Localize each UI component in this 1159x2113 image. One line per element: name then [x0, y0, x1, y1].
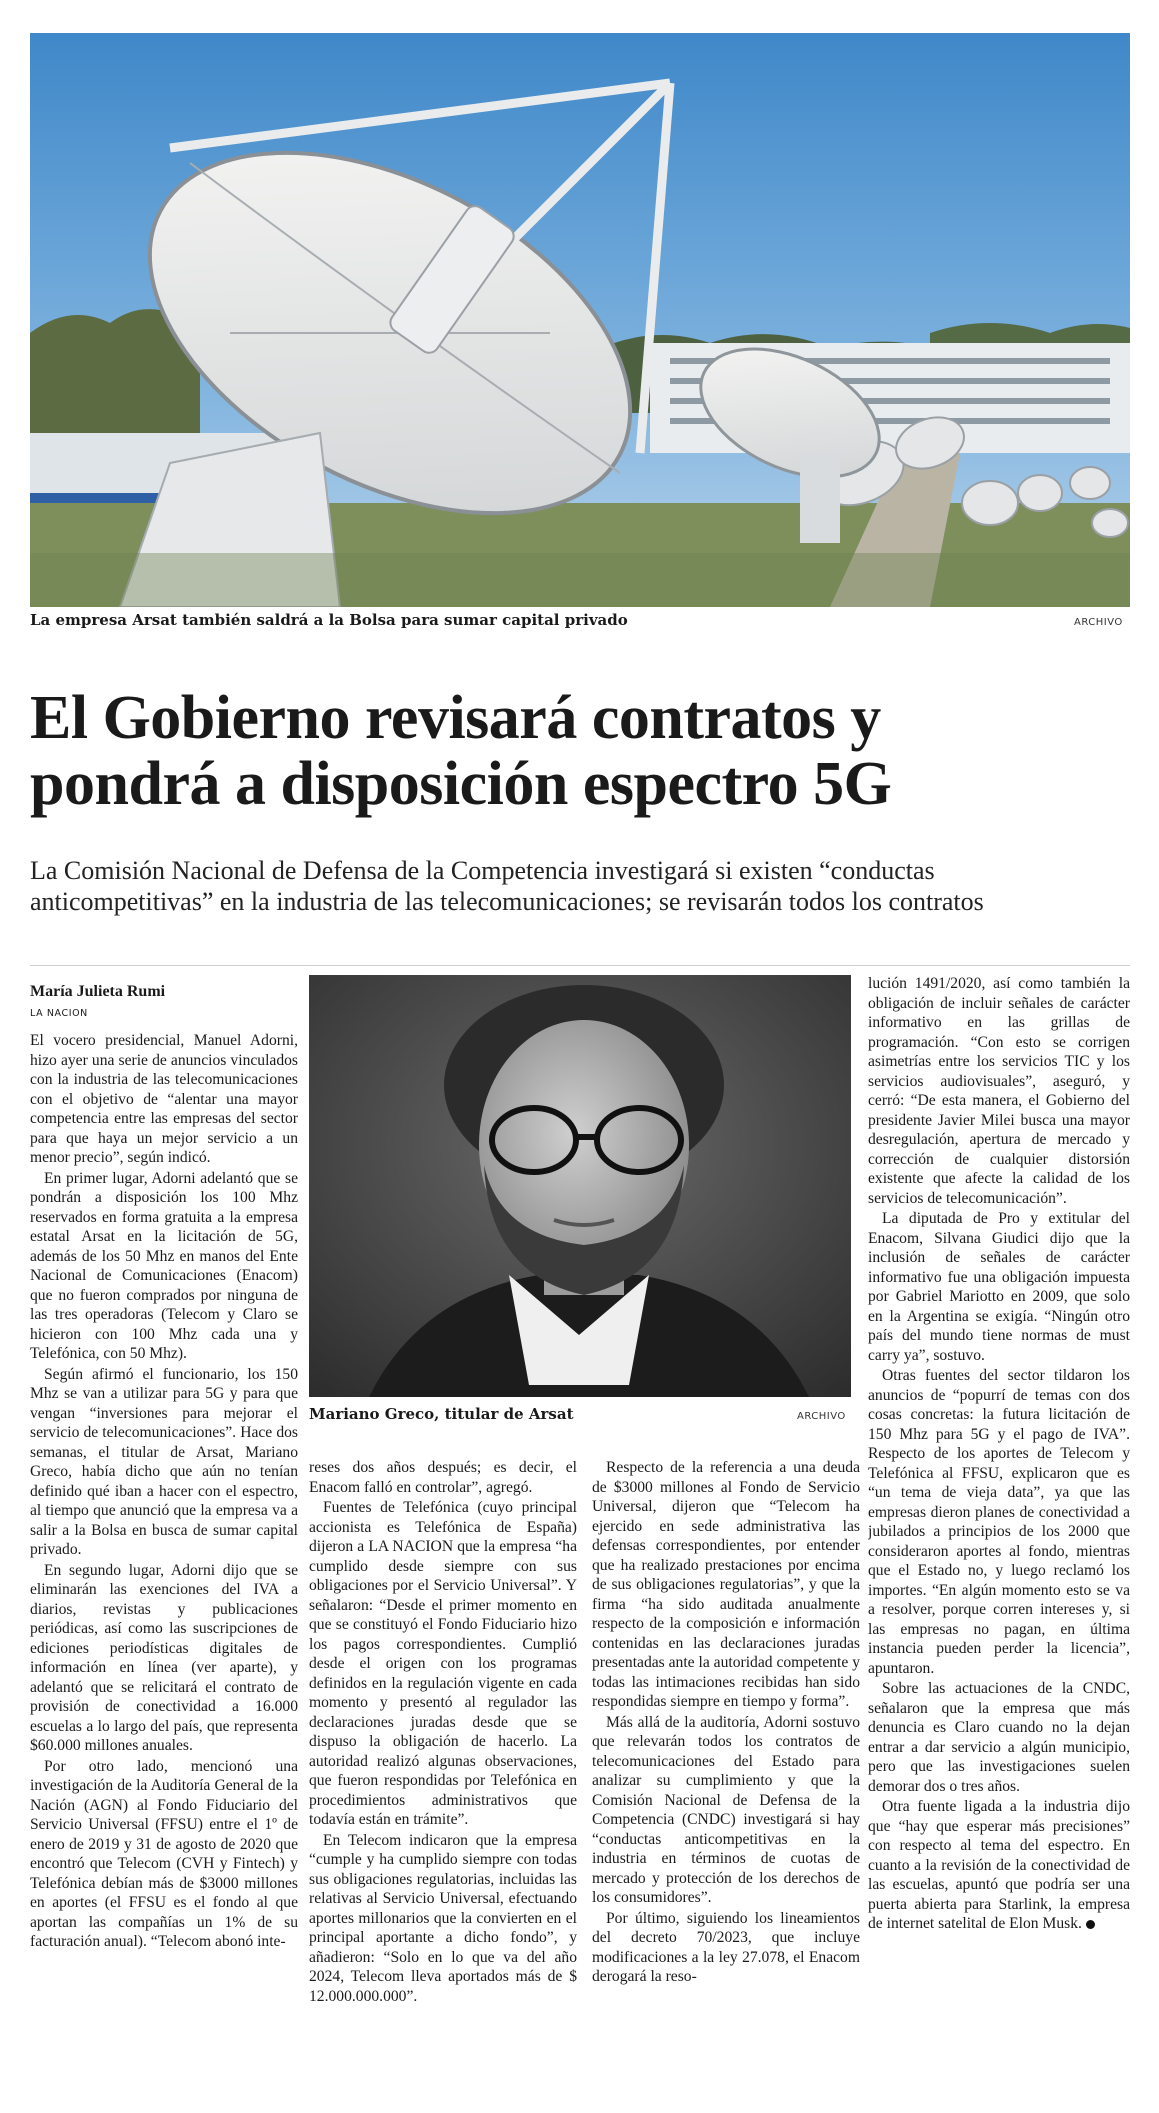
paragraph: Más allá de la auditoría, Adorni sostuvo que relevarán todos los contratos de telecomunicaciones del Estado para analizar su cumplimiento y que la Comisión Nacional de Defensa de la Competencia (CNDC) investigará si hay “conductas anticompetitivas en la industria en términos de cuotas de mercado y protección de los derechos de los consumidores”. [592, 1713, 860, 1906]
paragraph: La diputada de Pro y extitular del Enacom, Silvana Giudici dijo que la inclusión de señales de carácter informativo fue una obligación impuesta por Gabriel Mariotto en 2009, que solo en la Argentina se exigía. “Ningún otro país del mundo tiene normas de must carry ya”, sostuvo. [868, 1210, 1130, 1364]
headline-line-2: pondrá a disposición espectro 5G [30, 750, 892, 818]
paragraph: Según afirmó el funcionario, los 150 Mhz se van a utilizar para 5G y para que vengan “inversiones para mejorar el servicio de telecomunicaciones”. Hace dos semanas, el titular de Arsat, Mariano Greco, había dicho que aún no tenían definido qué iban a hacer con el espectro, al tiempo que anunció que la empresa va a salir a la Bolsa en busca de sumar capital privado. [30, 1365, 298, 1558]
paragraph: Otra fuente ligada a la industria dijo que “hay que esperar más precisiones” con respecto al tema del espectro. En cuanto a la revisión de la conectividad de las escuelas, apuntó que podría ser una puerta abierta para Starlink, la empresa de internet satelital de Elon Musk. [868, 1798, 1130, 1932]
headline-line-1: El Gobierno revisará contratos y [30, 684, 881, 752]
subheadline [30, 855, 1130, 917]
paragraph: El vocero presidencial, Manuel Adorni, hizo ayer una serie de anuncios vinculados con la industria de las telecomunicaciones con el objetivo de “alentar una mayor competencia entre las empresas del sector para que haya un mejor servicio a un menor precio”, según indicó. [30, 1032, 298, 1166]
article-column-1 [30, 982, 298, 2082]
divider [30, 965, 1130, 966]
article-column-3 [592, 1458, 860, 2082]
author-byline: María Julieta Rumi [30, 983, 166, 1000]
photo-caption: La empresa Arsat también saldrá a la Bolsa para sumar capital privado [30, 611, 628, 629]
article-column-2 [309, 1458, 577, 2082]
article-column-4 [868, 974, 1130, 2082]
end-of-article-mark [1086, 1920, 1095, 1929]
headline [30, 685, 1130, 817]
portrait-credit: ARCHIVO [797, 1411, 846, 1422]
paragraph: Respecto de la referencia a una deuda de $3000 millones al Fondo de Servicio Universal, dijeron que “Telecom ha ejercido en sede administrativa las defensas correspondientes, por entender que ha realizado prestaciones por encima de sus obligaciones regulatorias”, y que la firma “ha sido auditada anualmente respecto de la composición e información contenidas en las declaraciones juradas presentadas ante la autoridad competente y todas las intimaciones recibidas han sido respondidas siempre en tiempo y forma”. [592, 1459, 860, 1710]
photo-credit: ARCHIVO [1074, 617, 1123, 628]
paragraph: reses dos años después; es decir, el Enacom falló en controlar”, agregó. [309, 1459, 577, 1496]
paragraph: Sobre las actuaciones de la CNDC, señalaron que la empresa que más denuncia es Claro cuando no la dejan entrar a dar servicio a algún municipio, pero que las investigaciones suelen demorar dos o tres años. [868, 1680, 1130, 1795]
satellite-dish-photo [30, 33, 1130, 607]
paragraph: En segundo lugar, Adorni dijo que se eliminarán las exenciones del IVA a diarios, revistas y publicaciones periódicas, así como las suscripciones de ediciones periodísticas digitales de información en línea (ver aparte), y adelantó que se relicitará el contrato de provisión de conectividad a 16.000 escuelas a lo largo del país, que representa $60.000 millones anuales. [30, 1561, 298, 1754]
portrait-caption: Mariano Greco, titular de Arsat [309, 1405, 574, 1423]
subheadline-line-2: anticompetitivas” en la industria de las telecomunicaciones; se revisarán todos los contratos [30, 887, 984, 916]
paragraph: Otras fuentes del sector tildaron los anuncios de “popurrí de temas con dos cosas concretas: la futura licitación de 150 Mhz para 5G y el pago de IVA”. Respecto de los aportes de Telecom y Telefónica al FFSU, explicaron que es “un tema de vieja data”, ya que las empresas dieron planes de conectividad a jubilados a principios de los 2000 que consideraron aportes al fondo, mientras que el Estado no, y luego reclamó los importes. “En algún momento esto se va a resolver, porque corren intereses y, si las empresas no pagan, en última instancia pueden perder la licencia”, apuntaron. [868, 1367, 1130, 1677]
author-organization: LA NACION [30, 1007, 88, 1019]
paragraph: lución 1491/2020, así como también la obligación de incluir señales de carácter informativo en las grillas de programación. “Con esto se corrigen asimetrías entre los servicios TIC y los servicios audiovisuales”, aseguró, y cerró: “De esta manera, el Gobierno del presidente Javier Milei busca una mayor desregulación, apertura de mercado y corrección de cualquier distorsión existente que afecte la calidad de los servicios de telecomunicación”. [868, 975, 1130, 1207]
paragraph: Por último, siguiendo los lineamientos del decreto 70/2023, que incluye modificaciones a la ley 27.078, el Enacom derogará la reso- [592, 1909, 860, 1985]
subheadline-line-1: La Comisión Nacional de Defensa de la Competencia investigará si existen “conductas [30, 856, 935, 885]
portrait-photo [309, 975, 851, 1397]
paragraph: En primer lugar, Adorni adelantó que se pondrán a disposición los 100 Mhz reservados en forma gratuita a la empresa estatal Arsat en la licitación de 5G, además de los 50 Mhz en manos del Ente Nacional de Comunicaciones (Enacom) que no fueron comprados por ninguna de las tres operadoras (Telecom y Claro se hicieron con 100 Mhz cada una y Telefónica, con 50 Mhz). [30, 1169, 298, 1362]
paragraph: Fuentes de Telefónica (cuyo principal accionista es Telefónica de España) dijeron a LA NACION que la empresa “ha cumplido desde siempre con sus obligaciones por el Servicio Universal”. Y señalaron: “Desde el primer momento en que se constituyó el Fondo Fiduciario hizo los pagos correspondientes. Cumplió desde el origen con los programas definidos en la regulación vigente en cada momento y presentó al regulador las declaraciones juradas desde que se dispuso la obligación de hacerlo. La autoridad realizó algunas observaciones, que fueron respondidas por Telefónica en procedimientos administrativos que todavía están en trámite”. [309, 1499, 577, 1828]
paragraph: En Telecom indicaron que la empresa “cumple y ha cumplido siempre con todas sus obligaciones regulatorias, incluidas las relativas al Servicio Universal, efectuando aportes millonarios que la convierten en el principal aportante a dicho fondo”, y añadieron: “Solo en lo que va del año 2024, Telecom lleva aportados más de $ 12.000.000.000”. [309, 1831, 577, 2005]
paragraph: Por otro lado, mencionó una investigación de la Auditoría General de la Nación (AGN) al Fondo Fiduciario del Servicio Universal (FFSU) entre el 1º de enero de 2019 y 31 de agosto de 2020 que encontró que Telecom (CVH y Fintech) y Telefónica debían más de $3000 millones en aportes (el FFSU es el fondo al que aportan las compañías un 1% de su facturación anual). “Telecom abonó inte- [30, 1757, 298, 1950]
